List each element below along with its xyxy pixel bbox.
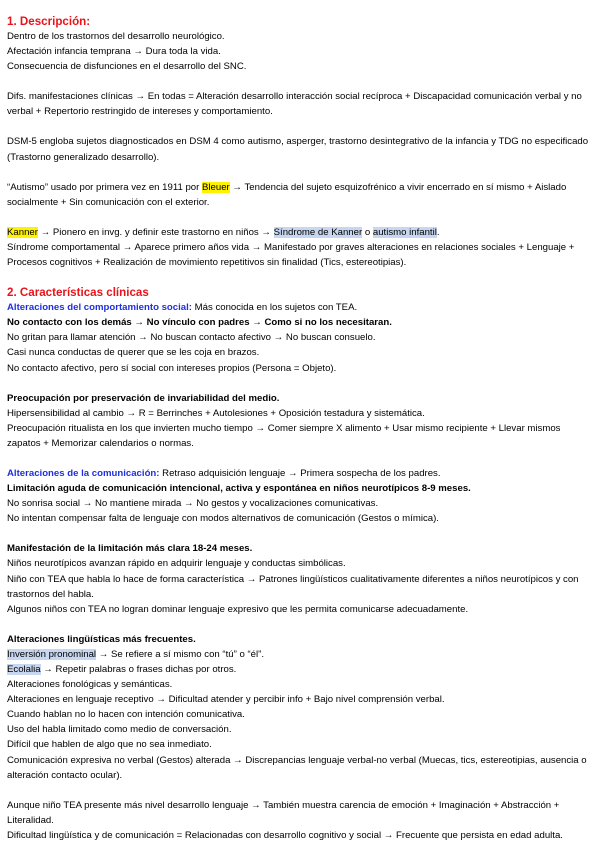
paragraph: No sonrisa social → No mantiene mirada → No gestos y vocalizaciones comunicativas. (7, 498, 379, 510)
paragraph (7, 662, 592, 677)
paragraph: Algunos niños con TEA no logran dominar lenguaje expresivo que les permita comunicarse adecuadamente. (7, 603, 469, 615)
paragraph (7, 466, 592, 481)
paragraph (7, 647, 592, 662)
paragraph: Uso del habla limitado como medio de conversación. (7, 724, 232, 736)
text: . (436, 226, 440, 238)
text: o (362, 226, 373, 238)
paragraph (7, 225, 592, 240)
subheading: Preocupación por preservación de invariabilidad del medio. (7, 392, 280, 404)
paragraph (7, 300, 592, 315)
paragraph: No gritan para llamar atención → No buscan contacto afectivo → No buscan consuelo. (7, 332, 376, 344)
text: “Autismo” usado por primera vez en 1911 por (7, 181, 202, 193)
paragraph: Difícil que hablen de algo que no sea inmediato. (7, 739, 212, 751)
paragraph: Comunicación expresiva no verbal (Gestos) alterada → Discrepancias lenguaje verbal-no verbal (Muecas, tics, estereotipias, ausencia o alteración contacto ocular). (7, 754, 587, 781)
paragraph: Afectación infancia temprana → Dura toda la vida. (7, 46, 221, 58)
paragraph: Consecuencia de disfunciones en el desarrollo del SNC. (7, 61, 247, 73)
paragraph: Casi nunca conductas de querer que se les coja en brazos. (7, 347, 260, 359)
paragraph: Cuando hablan no lo hacen con intención comunicativa. (7, 709, 245, 721)
text: Más conocida en los sujetos con TEA. (192, 302, 358, 314)
paragraph: Preocupación ritualista en los que invierten mucho tiempo → Comer siempre X alimento + Usar mismo recipiente + Llevar mismos zapatos + Memorizar calendarios o normas. (7, 422, 561, 449)
paragraph: Niños neurotípicos avanzan rápido en adquirir lenguaje y conductas simbólicas. (7, 558, 346, 570)
text: → Pionero en invg. y definir este trastorno en niños → (37, 226, 274, 238)
highlighted-text: Inversión pronominal (7, 648, 97, 660)
paragraph (7, 180, 592, 210)
paragraph: Difs. manifestaciones clínicas → En todas = Alteración desarrollo interacción social recíproca + Discapacidad comunicación verbal y no verbal + Repertorio restringido de intereses y comportamiento. (7, 91, 582, 118)
paragraph: No contacto afectivo, pero sí social con intereses propios (Persona = Objeto). (7, 362, 337, 374)
subheading: Alteraciones lingüísticas más frecuentes. (7, 633, 196, 645)
paragraph: Hipersensibilidad al cambio → R = Berrinches + Autolesiones + Oposición testadura y sistemática. (7, 407, 425, 419)
paragraph: DSM-5 engloba sujetos diagnosticados en DSM 4 como autismo, asperger, trastorno desintegrativo de la infancia y TDG no especificado (Trastorno generalizado desarrollo). (7, 136, 589, 163)
subheading: Manifestación de la limitación más clara 18-24 meses. (7, 543, 253, 555)
text: → Tendencia del sujeto esquizofrénico a vivir encerrado en sí mismo + Aislado socialmente + Sin comunicación con el exterior. (7, 181, 567, 208)
highlighted-text: Síndrome de Kanner (273, 226, 363, 238)
highlighted-text: Bleuer (202, 181, 230, 193)
paragraph: Limitación aguda de comunicación intencional, activa y espontánea en niños neurotípicos 8-9 meses. (7, 483, 471, 495)
paragraph: No contacto con los demás → No vínculo con padres → Como si no los necesitaran. (7, 317, 392, 329)
text: → Repetir palabras o frases dichas por otros. (40, 664, 237, 675)
text: → Se refiere a sí mismo con “tú” o “él”. (96, 648, 264, 660)
paragraph: Dentro de los trastornos del desarrollo neurológico. (7, 31, 225, 42)
subheading: Alteraciones del comportamiento social: (7, 302, 192, 314)
subheading: Alteraciones de la comunicación: (7, 467, 160, 479)
section-1-heading: 1. Descripción: (7, 15, 91, 28)
section-2-heading: 2. Características clínicas (7, 286, 149, 300)
highlighted-text: Kanner (7, 226, 38, 238)
paragraph: Alteraciones en lenguaje receptivo → Dificultad atender y percibir info + Bajo nivel comprensión verbal. (7, 694, 445, 706)
paragraph: Niño con TEA que habla lo hace de forma característica → Patrones lingüísticos cualitativamente diferentes a niños neurotípicos y con trastornos del habla. (7, 573, 579, 600)
paragraph: Alteraciones fonológicas y semánticas. (7, 679, 173, 691)
paragraph: Aunque niño TEA presente más nivel desarrollo lenguaje → También muestra carencia de emoción + Imaginación + Abstracción + Literalidad. (7, 799, 560, 826)
text: Retraso adquisición lenguaje → Primera sospecha de los padres. (159, 467, 441, 479)
paragraph: Dificultad lingüística y de comunicación = Relacionadas con desarrollo cognitivo y social → Frecuente que persista en edad adulta. (7, 829, 563, 841)
paragraph: No intentan compensar falta de lenguaje con modos alternativos de comunicación (Gestos o mímica). (7, 513, 439, 525)
highlighted-text: Ecolalia (7, 664, 41, 675)
highlighted-text: autismo infantil (372, 226, 437, 238)
paragraph: Síndrome comportamental → Aparece primero años vida → Manifestado por graves alteraciones en relaciones sociales + Lenguaje + Procesos cognitivos + Realización de movimiento repetitivos sin finalidad (Tics, estereotipias). (7, 241, 575, 269)
